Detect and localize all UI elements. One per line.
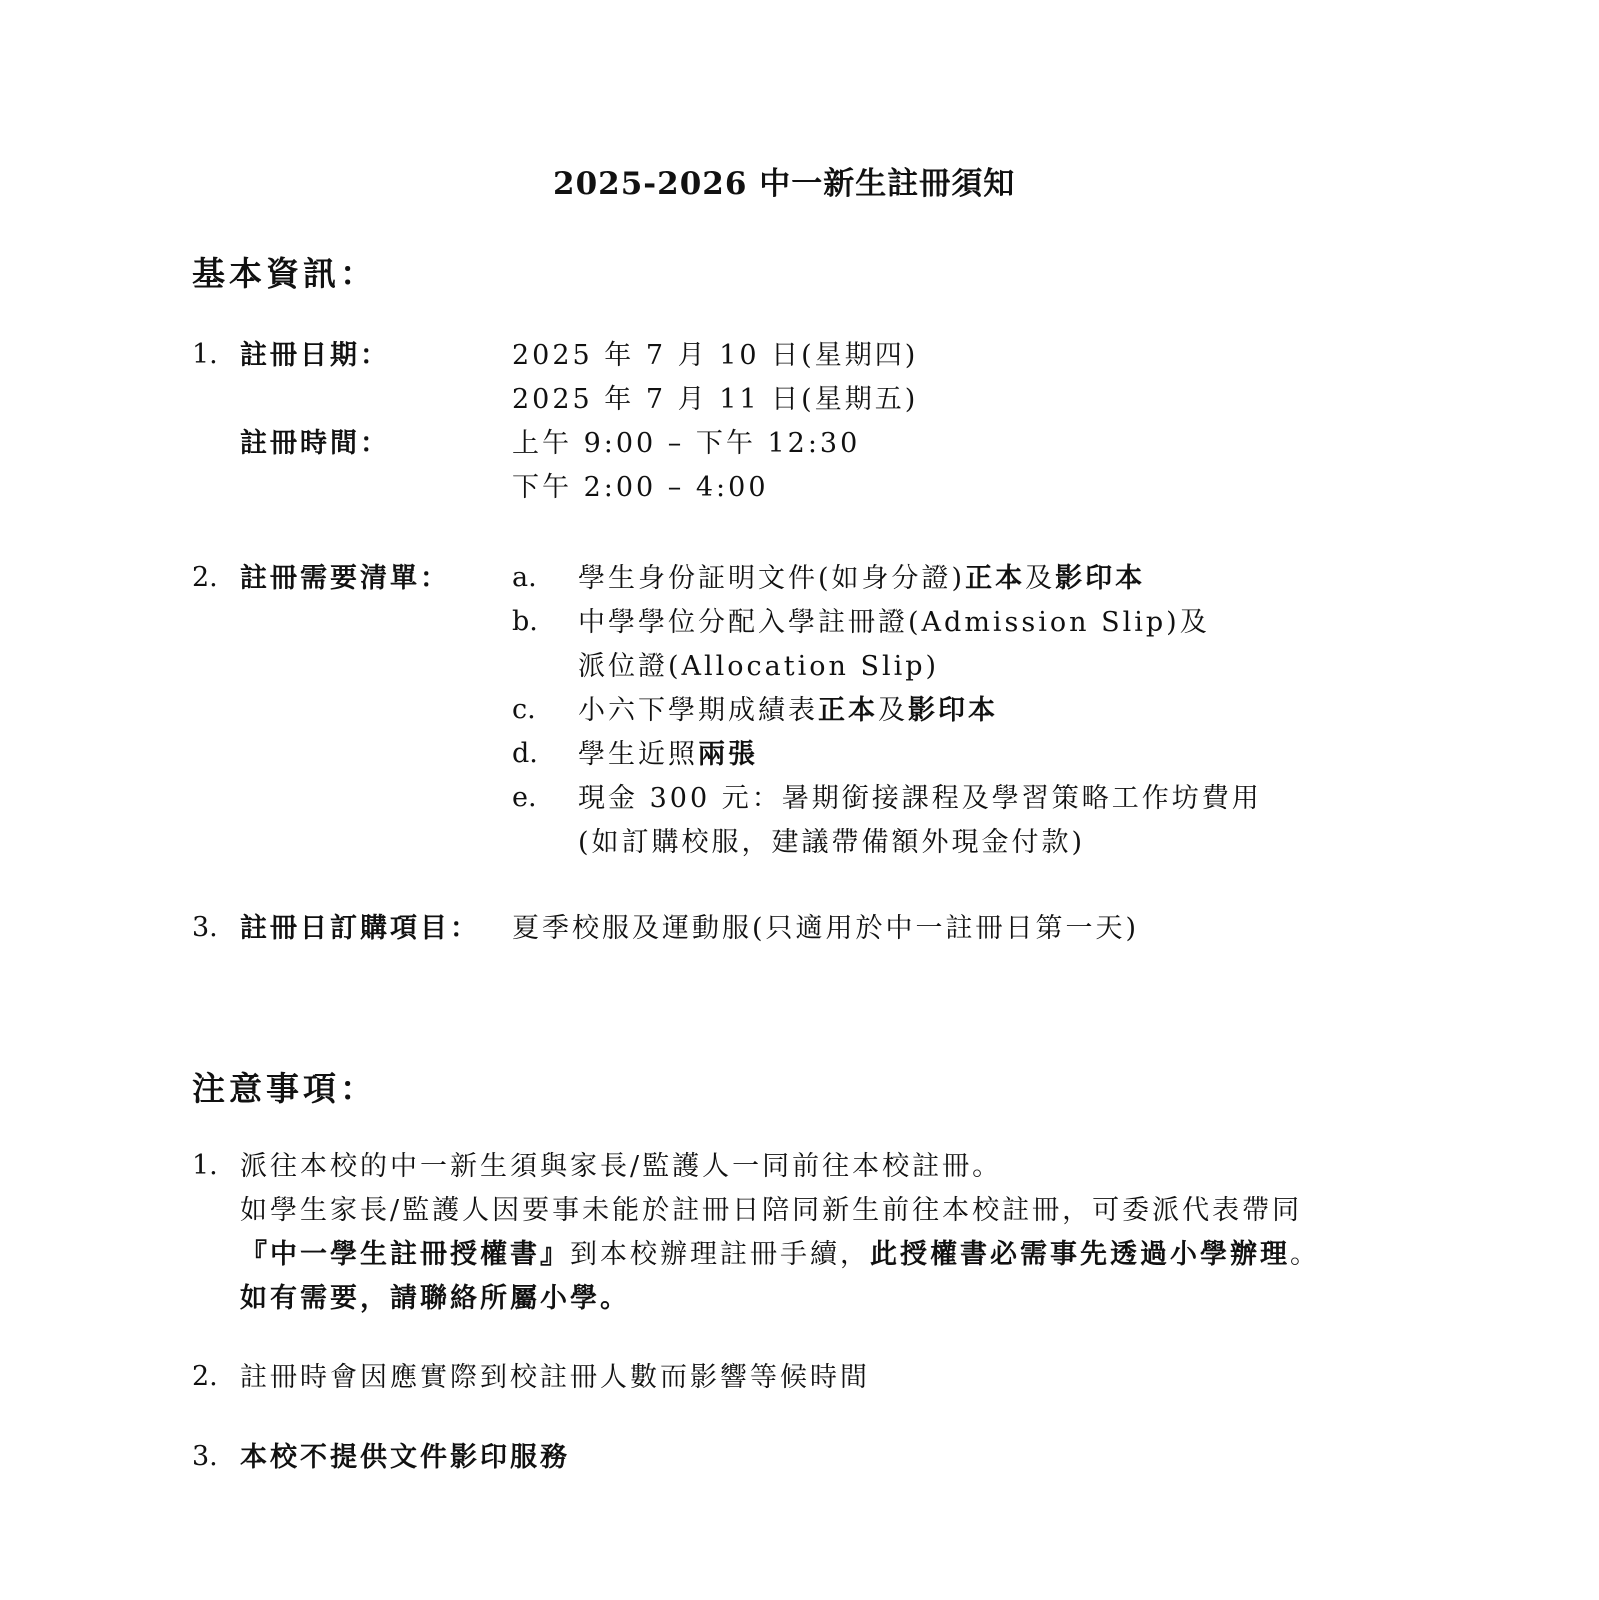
- notes-heading: 注意事項：: [192, 1069, 377, 1108]
- order-items-text: 夏季校服及運動服(只適用於中一註冊日第一天): [512, 913, 1140, 944]
- registration-date-line1: 2025 年 7 月 10 日(星期四): [512, 340, 919, 371]
- notes-item1-line2: 如學生家長/監護人因要事未能於註冊日陪同新生前往本校註冊，可委派代表帶同: [240, 1195, 1303, 1226]
- checklist-d-count: 兩張: [698, 739, 758, 770]
- basic-item2-number: 2.: [192, 562, 218, 593]
- checklist-a-letter: a.: [512, 562, 537, 593]
- notes-item2-number: 2.: [192, 1361, 218, 1392]
- notes-item2-text: 註冊時會因應實際到校註冊人數而影響等候時間: [240, 1362, 870, 1393]
- checklist-c-text: 小六下學期成績表: [578, 695, 818, 726]
- checklist-b-line1: 中學學位分配入學註冊證(Admission Slip)及: [578, 607, 1210, 638]
- checklist-e-line2: (如訂購校服，建議帶備額外現金付款): [578, 827, 1086, 858]
- notes-item1-line3-end: 。: [1290, 1239, 1320, 1270]
- checklist-b-line2: 派位證(Allocation Slip): [578, 651, 940, 682]
- registration-date-line2: 2025 年 7 月 11 日(星期五): [512, 384, 919, 415]
- checklist-item-a: [578, 562, 1145, 596]
- basic-item1-number: 1.: [192, 339, 218, 370]
- registration-time-line1: 上午 9:00 – 下午 12:30: [512, 428, 861, 459]
- order-items-label: 註冊日訂購項目：: [240, 913, 480, 944]
- checklist-d-letter: d.: [512, 738, 538, 769]
- basic-info-heading: 基本資訊：: [192, 254, 377, 293]
- registration-time-label: 註冊時間：: [240, 428, 390, 459]
- checklist-label: 註冊需要清單：: [240, 563, 450, 594]
- checklist-a-and: 及: [1025, 563, 1056, 594]
- checklist-c-original: 正本: [818, 695, 878, 726]
- notes-item3-text: 本校不提供文件影印服務: [240, 1442, 570, 1473]
- notes-item1-number: 1.: [192, 1150, 218, 1181]
- checklist-b-letter: b.: [512, 606, 538, 637]
- notes-item1-line4: 如有需要，請聯絡所屬小學。: [240, 1283, 630, 1314]
- checklist-c-letter: c.: [512, 694, 536, 725]
- checklist-e-letter: e.: [512, 782, 537, 813]
- basic-item3-number: 3.: [192, 912, 218, 943]
- checklist-c-copy: 影印本: [908, 695, 998, 726]
- checklist-e-line1: 現金 300 元：暑期銜接課程及學習策略工作坊費用: [578, 783, 1262, 814]
- checklist-item-c: [578, 694, 998, 728]
- checklist-d-text: 學生近照: [578, 739, 698, 770]
- checklist-item-d: [578, 738, 758, 772]
- checklist-c-and: 及: [878, 695, 908, 726]
- page-title: 2025-2026 中一新生註冊須知: [553, 166, 1016, 202]
- notes-item1-line3: [240, 1238, 1320, 1272]
- registration-time-line2: 下午 2:00 – 4:00: [512, 472, 769, 503]
- authorization-form-name: 『中一學生註冊授權書』: [240, 1239, 570, 1270]
- checklist-a-original: 正本: [965, 563, 1026, 594]
- notes-item1-line3-mid: 到本校辦理註冊手續，: [570, 1239, 870, 1270]
- notes-item1-line1: 派往本校的中一新生須與家長/監護人一同前往本校註冊。: [240, 1151, 1003, 1182]
- registration-date-label: 註冊日期：: [240, 340, 390, 371]
- checklist-a-copy: 影印本: [1055, 563, 1146, 594]
- checklist-a-text: 學生身份証明文件(如身分證): [578, 563, 966, 594]
- notes-item3-number: 3.: [192, 1441, 218, 1472]
- authorization-form-requirement: 此授權書必需事先透過小學辦理: [870, 1239, 1290, 1270]
